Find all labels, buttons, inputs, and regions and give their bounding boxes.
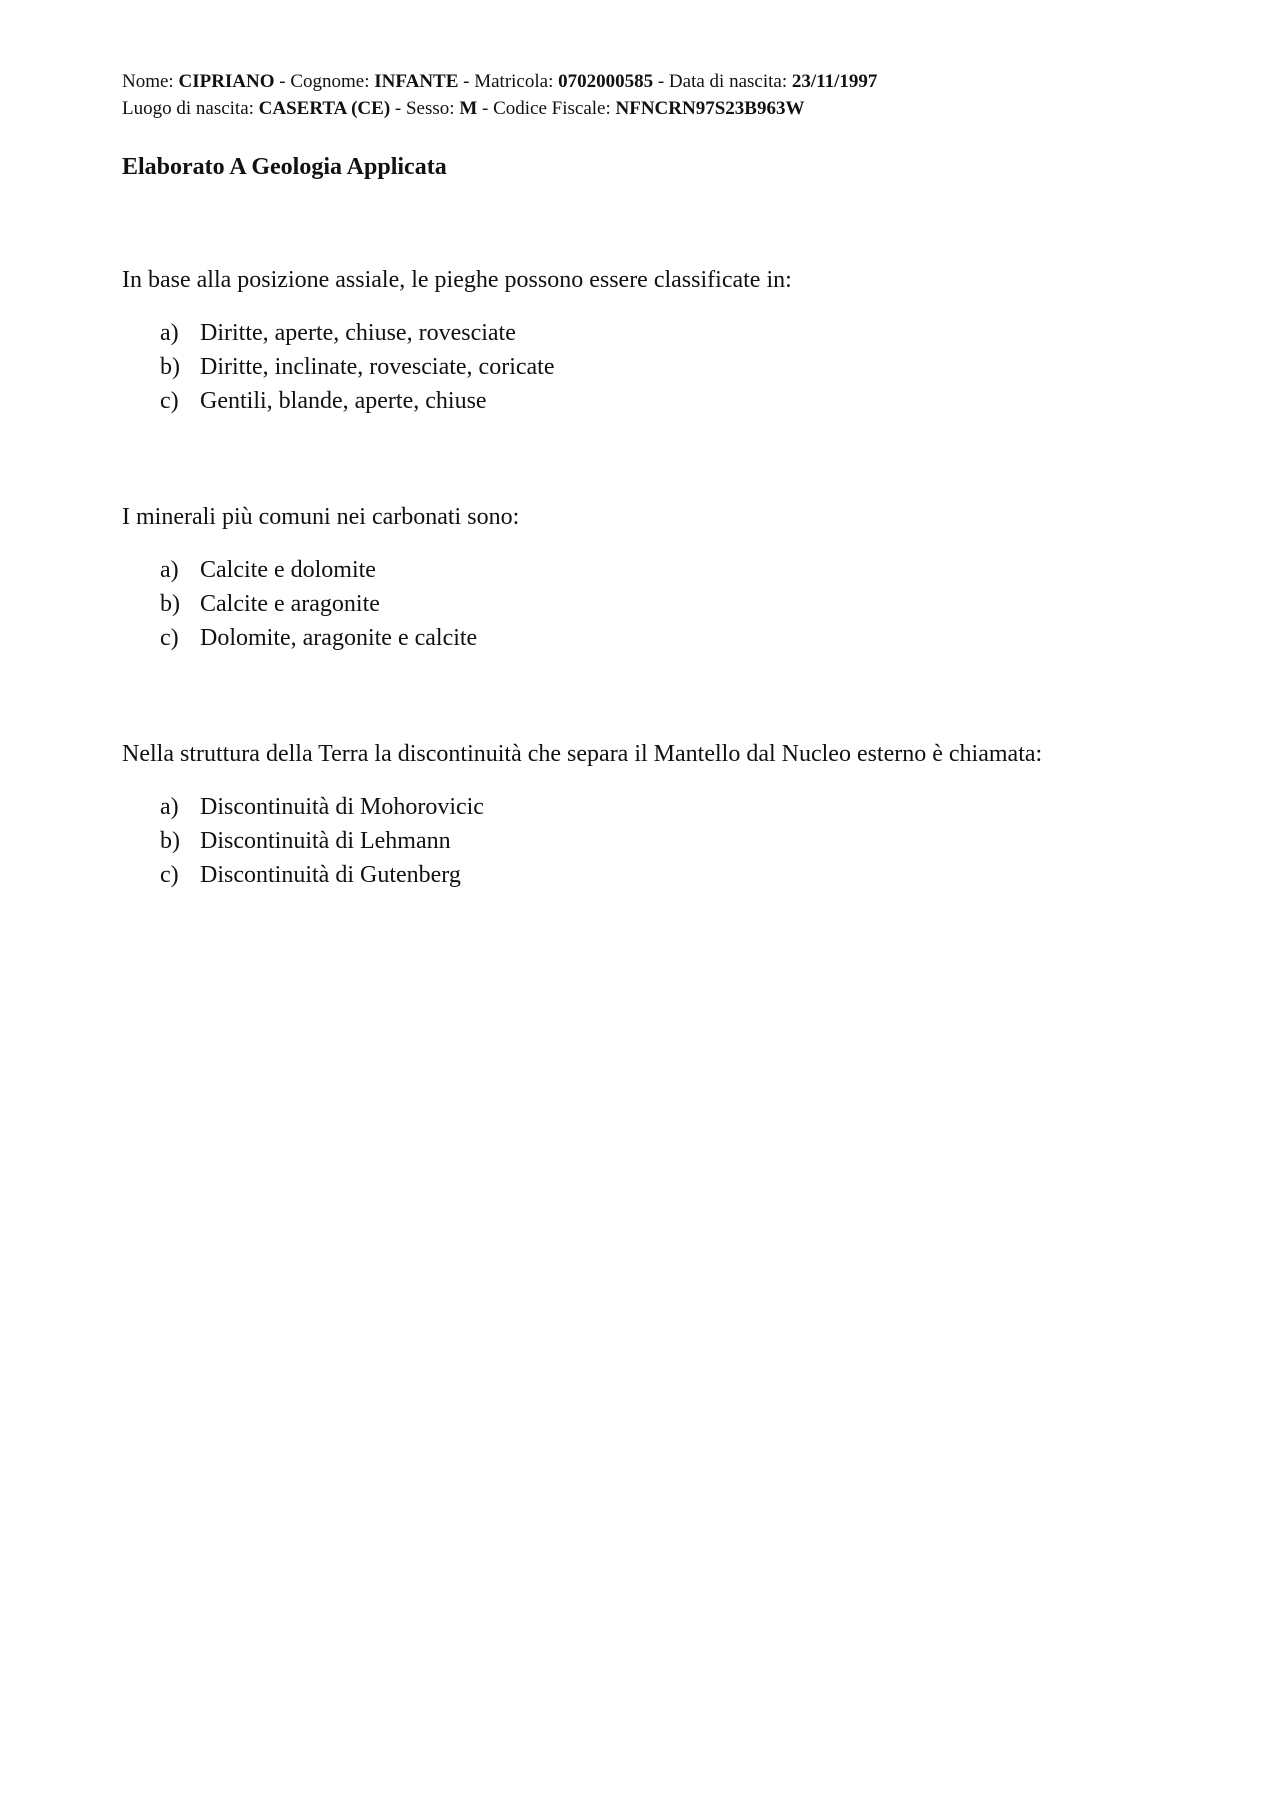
nome-label: Nome:	[122, 71, 174, 92]
option-text: Calcite e dolomite	[200, 557, 376, 583]
answer-option-c	[122, 621, 1242, 655]
question-text: In base alla posizione assiale, le pieghe possono essere classificate in:	[122, 267, 792, 293]
answer-option-b	[122, 587, 1242, 621]
option-text: Calcite e aragonite	[200, 591, 380, 617]
option-text: Discontinuità di Lehmann	[200, 828, 451, 854]
sex-value: M	[459, 98, 478, 119]
option-letter: c)	[160, 625, 179, 651]
answer-options	[122, 790, 1242, 892]
birth-place-value: CASERTA (CE)	[258, 98, 391, 119]
option-letter: a)	[160, 320, 179, 346]
option-letter: b)	[160, 828, 180, 854]
answer-option-a	[122, 316, 1242, 350]
option-letter: c)	[160, 862, 179, 888]
matricola-label: - Matricola:	[463, 71, 554, 92]
option-letter: a)	[160, 557, 179, 583]
option-text: Gentili, blande, aperte, chiuse	[200, 388, 487, 414]
sex-label: - Sesso:	[394, 98, 455, 119]
nome-value: CIPRIANO	[178, 71, 275, 92]
answer-options	[122, 553, 1242, 655]
option-text: Dolomite, aragonite e calcite	[200, 625, 478, 651]
answer-options	[122, 316, 1242, 418]
student-info-line-1	[122, 68, 877, 95]
answer-option-a	[122, 553, 1242, 587]
student-info-line-2	[122, 95, 877, 122]
answer-option-a	[122, 790, 1242, 824]
answer-option-c	[122, 384, 1242, 418]
question-3	[122, 739, 1242, 892]
question-1	[122, 265, 1242, 418]
fiscal-code-label: - Codice Fiscale:	[482, 98, 611, 119]
question-2	[122, 502, 1242, 655]
student-info-header	[122, 68, 877, 122]
option-text: Diritte, aperte, chiuse, rovesciate	[200, 320, 516, 346]
answer-option-b	[122, 350, 1242, 384]
option-letter: a)	[160, 794, 179, 820]
option-text: Diritte, inclinate, rovesciate, coricate	[200, 354, 555, 380]
matricola-value: 0702000585	[558, 71, 654, 92]
option-text: Discontinuità di Gutenberg	[200, 862, 461, 888]
option-letter: c)	[160, 388, 179, 414]
option-text: Discontinuità di Mohorovicic	[200, 794, 484, 820]
birth-date-label: - Data di nascita:	[657, 71, 788, 92]
document-title: Elaborato A Geologia Applicata	[122, 154, 447, 180]
answer-option-c	[122, 858, 1242, 892]
option-letter: b)	[160, 354, 180, 380]
cognome-label: - Cognome:	[279, 71, 370, 92]
option-letter: b)	[160, 591, 180, 617]
question-text: Nella struttura della Terra la discontinuità che separa il Mantello dal Nucleo esterno è chiamata:	[122, 741, 1043, 767]
cognome-value: INFANTE	[374, 71, 459, 92]
birth-date-value: 23/11/1997	[791, 71, 878, 92]
fiscal-code-value: NFNCRN97S23B963W	[615, 98, 805, 119]
answer-option-b	[122, 824, 1242, 858]
question-text: I minerali più comuni nei carbonati sono:	[122, 504, 520, 530]
birth-place-label: Luogo di nascita:	[122, 98, 254, 119]
